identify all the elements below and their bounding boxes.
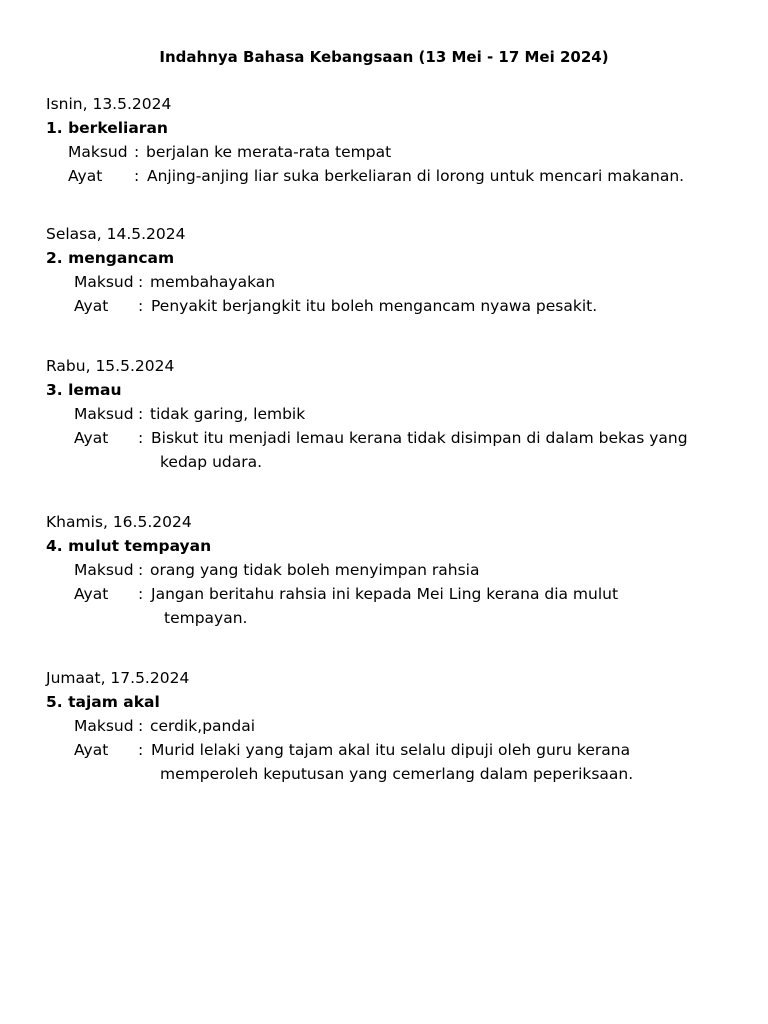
colon: : (134, 143, 140, 161)
entry-2 (46, 222, 746, 318)
entry-word: 2. mengancam (46, 249, 175, 267)
entry-3 (46, 354, 746, 474)
ayat-label: Ayat (74, 741, 109, 759)
ayat-text: Penyakit berjangkit itu boleh mengancam nyawa pesakit. (151, 297, 598, 315)
entry-4 (46, 510, 746, 630)
entry-date: Jumaat, 17.5.2024 (46, 669, 190, 687)
colon: : (138, 297, 144, 315)
maksud-row (46, 714, 746, 738)
maksud-row (46, 140, 746, 164)
ayat-row (46, 426, 746, 474)
ayat-text (151, 738, 746, 786)
maksud-row (46, 558, 746, 582)
maksud-text: orang yang tidak boleh menyimpan rahsia (150, 561, 480, 579)
ayat-row (46, 164, 746, 188)
maksud-text: tidak garing, lembik (150, 405, 306, 423)
ayat-label: Ayat (74, 585, 109, 603)
entry-date: Selasa, 14.5.2024 (46, 225, 186, 243)
ayat-line-2: kedap udara. (160, 453, 263, 471)
maksud-text: membahayakan (150, 273, 276, 291)
maksud-label: Maksud (74, 717, 134, 735)
colon: : (138, 429, 144, 447)
ayat-text (151, 582, 746, 630)
entry-word: 5. tajam akal (46, 693, 160, 711)
maksud-text: berjalan ke merata-rata tempat (146, 143, 392, 161)
ayat-line-2: memperoleh keputusan yang cemerlang dalam peperiksaan. (160, 765, 634, 783)
entry-word: 3. lemau (46, 381, 122, 399)
ayat-line-1: Biskut itu menjadi lemau kerana tidak disimpan di dalam bekas yang (151, 429, 688, 447)
colon: : (138, 717, 144, 735)
entry-date: Khamis, 16.5.2024 (46, 513, 192, 531)
ayat-text (151, 426, 746, 474)
page-title: Indahnya Bahasa Kebangsaan (13 Mei - 17 Mei 2024) (159, 48, 609, 66)
ayat-line-1: Jangan beritahu rahsia ini kepada Mei Ling kerana dia mulut (151, 585, 619, 603)
ayat-line-1: Murid lelaki yang tajam akal itu selalu dipuji oleh guru kerana (151, 741, 631, 759)
maksud-row (46, 270, 746, 294)
colon: : (138, 585, 144, 603)
ayat-row (46, 294, 746, 318)
ayat-label: Ayat (74, 429, 109, 447)
entry-5 (46, 666, 746, 786)
entry-date: Rabu, 15.5.2024 (46, 357, 175, 375)
maksud-row (46, 402, 746, 426)
maksud-label: Maksud (74, 273, 134, 291)
ayat-row (46, 582, 746, 630)
entry-word: 1. berkeliaran (46, 119, 168, 137)
maksud-text: cerdik,pandai (150, 717, 256, 735)
entry-word: 4. mulut tempayan (46, 537, 212, 555)
colon: : (138, 561, 144, 579)
ayat-row (46, 738, 746, 786)
entry-1 (46, 92, 746, 188)
maksud-label: Maksud (74, 561, 134, 579)
colon: : (134, 167, 140, 185)
ayat-label: Ayat (74, 297, 109, 315)
maksud-label: Maksud (68, 143, 128, 161)
colon: : (138, 273, 144, 291)
ayat-line-2: tempayan. (164, 609, 248, 627)
maksud-label: Maksud (74, 405, 134, 423)
ayat-text: Anjing-anjing liar suka berkeliaran di lorong untuk mencari makanan. (147, 167, 685, 185)
ayat-label: Ayat (68, 167, 103, 185)
entry-date: Isnin, 13.5.2024 (46, 95, 172, 113)
colon: : (138, 741, 144, 759)
colon: : (138, 405, 144, 423)
